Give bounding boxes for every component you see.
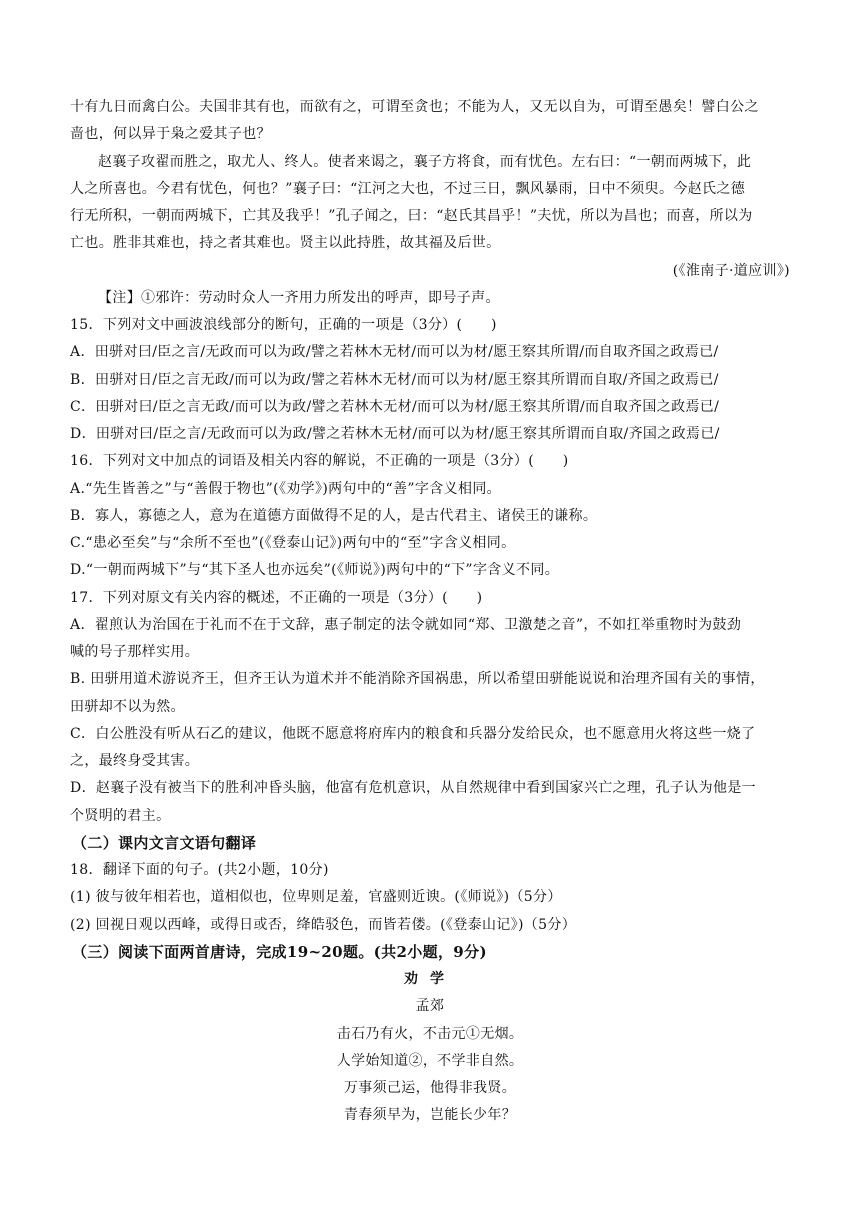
question-17-option-c-cont: 之，最终身受其害。 (70, 753, 200, 769)
question-18-item-2: (2) 回视日观以西峰，或得日或否，绛皓驳色，而皆若偻。(《登泰山记》)（5分） (70, 917, 577, 933)
annotation-note: 【注】①邪许：劳动时众人一齐用力所发出的呼声，即号子声。 (98, 290, 500, 306)
question-15-option-d: D．田骈对曰/臣之言/无政而可以为政/譬之若林木无材/而可以为材/愿王察其所谓而自取/齐国之政焉已/ (70, 426, 720, 442)
passage-line: 啬也，何以异于枭之爱其子也？ (70, 126, 271, 142)
question-15-option-c: C．田骈对曰/臣之言无政/而可以为政/譬之若林木无材/而可以为材/愿王察其所谓/而自取齐国之政焉已/ (70, 399, 720, 415)
question-15-stem: 15．下列对文中画波浪线部分的断句，正确的一项是（3分）( ) (70, 317, 497, 333)
question-15-option-b: B．田骈对日/臣之言无政/而可以为政/譬之若林木无材/而可以为材/愿王察其所谓而自取/齐国之政焉已/ (70, 372, 719, 388)
question-17-option-d: D．赵襄子没有被当下的胜利冲昏头脑，他富有危机意识，从自然规律中看到国家兴亡之理，孔子认为他是一 (70, 780, 757, 796)
passage-line: 亡也。胜非其难也，持之者其难也。贤主以此持胜，故其福及后世。 (70, 235, 501, 251)
question-17-option-b: B. 田骈用道术游说齐王，但齐王认为道术并不能消除齐国祸患，所以希望田骈能说说和治理齐国有关的事情， (70, 671, 765, 687)
question-16-option-b: B．寡人，寡德之人，意为在道德方面做得不足的人，是古代君主、诸侯王的谦称。 (70, 508, 598, 524)
section-2-heading: （二）课内文言文语句翻译 (72, 834, 257, 852)
question-16-option-c: C.“患必至矣”与“余所不至也”(《登泰山记》)两句中的“至”字含义相同。 (70, 535, 516, 551)
question-15-option-a: A．田骈对曰/臣之言/无政而可以为政/譬之若林木无材/而可以为材/愿王察其所谓/而自取齐国之政焉已/ (70, 344, 719, 360)
passage-line: 赵襄子攻翟而胜之，取尤人、终人。使者来谒之，襄子方将食，而有忧色。左右曰：“一朝而两城下，此 (98, 154, 752, 170)
poem-title: 劝学 (404, 971, 456, 987)
question-16-option-a: A.“先生皆善之”与“善假于物也”(《劝学》)两句中的“善”字含义相同。 (70, 481, 502, 497)
poem-line: 万事须己运，他得非我贤。 (343, 1080, 517, 1096)
question-17-stem: 17．下列对原文有关内容的概述，不正确的一项是（3分）( ) (70, 590, 483, 606)
question-18-item-1: (1) 彼与彼年相若也，道相似也，位卑则足羞，官盛则近谀。(《师说》)（5分） (70, 889, 562, 905)
question-17-option-c: C．白公胜没有听从石乙的建议，他既不愿意将府库内的粮食和兵器分发给民众，也不愿意用火将这些一烧了 (70, 726, 756, 742)
question-17-option-a-cont: 喊的号子那样实用。 (70, 644, 200, 660)
passage-source: (《淮南子·道应训》) (672, 263, 790, 279)
section-3-heading: （三）阅读下面两首唐诗，完成19~20题。(共2小题，9分) (72, 943, 487, 961)
question-16-stem: 16．下列对文中加点的词语及相关内容的解说，不正确的一项是（3分）( ) (70, 453, 569, 469)
passage-line: 十有九日而禽白公。夫国非其有也，而欲有之，可谓至贪也；不能为人，又无以自为，可谓至愚矣！譬白公之 (70, 99, 759, 115)
passage-line: 行无所积，一朝而两城下，亡其及我乎！”孔子闻之，曰：“赵氏其昌乎！”夫忧，所以为昌也；而喜，所以为 (70, 208, 753, 224)
question-17-option-a: A．翟煎认为治国在于礼而不在于文辞，惠子制定的法令就如同“郑、卫激楚之音”，不如扛举重物时为鼓劲 (70, 617, 742, 633)
poem-author: 孟郊 (415, 998, 445, 1014)
poem-line: 击石乃有火，不击元①无烟。 (336, 1026, 524, 1042)
question-16-option-d: D.“一朝而两城下”与“其下圣人也亦远矣”(《师说》)两句中的“下”字含义不同。 (70, 562, 560, 578)
question-17-option-b-cont: 田骈却不以为然。 (70, 699, 185, 715)
question-18-stem: 18．翻译下面的句子。(共2小题，10分) (70, 862, 329, 878)
poem-line: 人学始知道②，不学非自然。 (336, 1053, 524, 1069)
poem-line: 青春须早为，岂能长少年？ (343, 1107, 517, 1123)
question-17-option-d-cont: 个贤明的君主。 (70, 808, 171, 824)
passage-line: 人之所喜也。今君有忧色，何也？”襄子曰：“江河之大也，不过三日，飘风暴雨，日中不须臾。今赵氏之德 (70, 181, 746, 197)
